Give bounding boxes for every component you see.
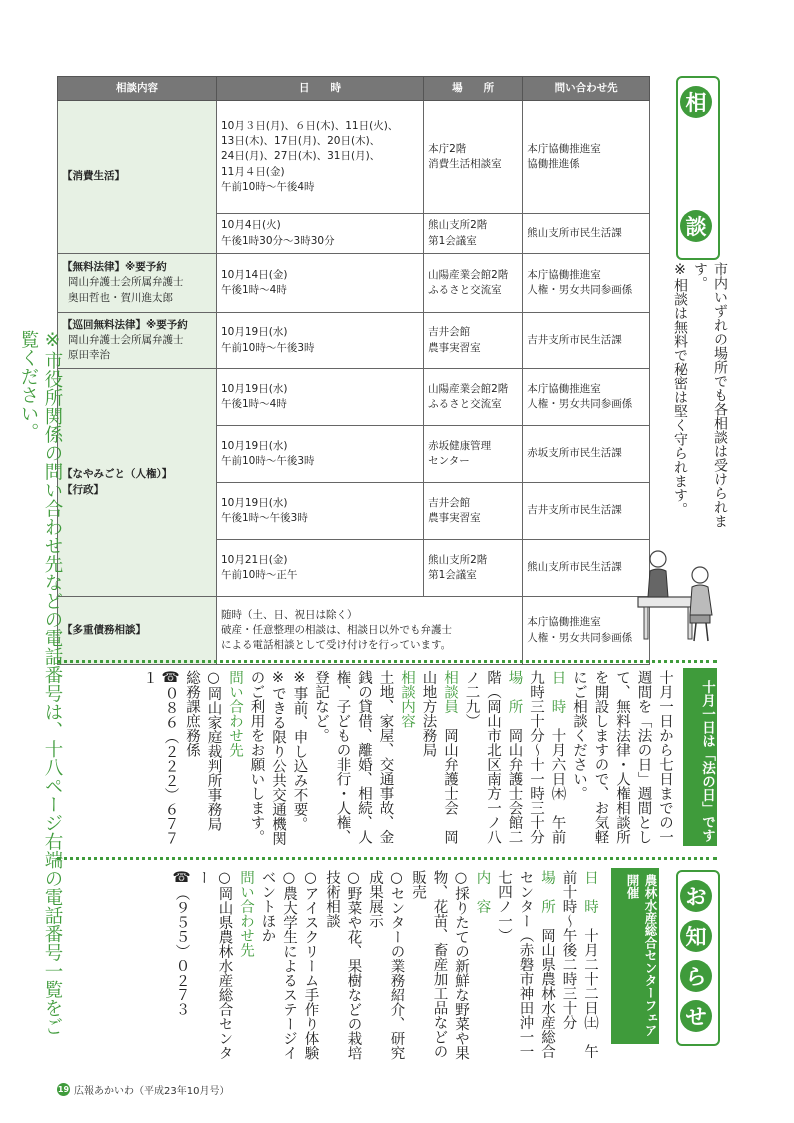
fair-content-item: ○野菜や花、果樹などの栽培技術相談	[324, 870, 362, 1060]
datetime-cell: 10月３日(月)、６日(木)、11日(火)、 13日(木)、17日(月)、20日(木)、 24日(月)、27日(木)、31日(月)、 11月４日(金) 午前10時〜午後4時	[217, 101, 424, 214]
law-day-contact-tel: ☎０８６（２２２）６７７１	[141, 670, 179, 846]
consultation-table	[57, 76, 650, 665]
place-cell: 熊山支所2階 第1会議室	[424, 540, 523, 597]
notice-char-3: ら	[680, 960, 712, 992]
contact-cell: 本庁協働推進室 人権・男女共同参画係	[523, 254, 650, 313]
notice-char-2: 知	[680, 920, 712, 952]
fair-place: 岡山県農林水産総合センター（赤磐市神田沖一一七四ノ一）	[496, 870, 555, 1059]
consult-char-1: 相	[680, 86, 712, 118]
category-cell: 【なやみごと（人権）】 【行政】	[58, 369, 217, 597]
category-lawyers: 岡山弁護士会所属弁護士 奥田哲也・賀川進太郎	[68, 276, 184, 304]
law-day-content-label: 相談内容	[399, 670, 415, 728]
table-header-row	[58, 77, 650, 101]
law-day-intro: 十月一日から七日までの一週間を「法の日」週間として、無料法律・人権相談所を開設しますので、お気軽にご相談ください。	[571, 670, 673, 844]
law-day-place-label: 場 所	[506, 670, 523, 714]
datetime-cell: 随時（土、日、祝日は除く） 破産・任意整理の相談は、相談日以外でも弁護士 による電話相談として受け付けを行っています。	[217, 597, 523, 665]
datetime-cell: 10月19日(水) 午前10時〜午後3時	[217, 313, 424, 369]
datetime-cell: 10月21日(金) 午前10時〜正午	[217, 540, 424, 597]
fair-contact-tel: ☎（９５５）０２７３	[173, 870, 190, 1017]
place-cell: 熊山支所2階 第1会議室	[424, 214, 523, 254]
category-cell	[58, 254, 217, 313]
separator-top	[57, 660, 717, 663]
table-row	[58, 369, 650, 426]
category-cell: 【消費生活】	[58, 101, 217, 254]
fair-content-item: ○農大学生によるステージイベントほか	[259, 870, 297, 1060]
header-place: 場 所	[424, 77, 523, 101]
header-datetime: 日 時	[217, 77, 424, 101]
place-cell: 吉井会館 農事実習室	[424, 483, 523, 540]
fair-content-label: 内 容	[474, 870, 491, 914]
contact-cell: 赤坂支所市民生活課	[523, 426, 650, 483]
datetime-cell: 10月19日(水) 午後1時〜午後3時	[217, 483, 424, 540]
place-cell: 山陽産業会館2階 ふるさと交流室	[424, 369, 523, 426]
contact-cell: 本庁協働推進室 人権・男女共同参画係	[523, 597, 650, 665]
datetime-cell: 10月4日(火) 午後1時30分〜3時30分	[217, 214, 424, 254]
law-day-place: 岡山弁護士会館二階（岡山市北区南方一ノ八ノ二九）	[463, 670, 523, 844]
fair-banner: 農林水産総合センターフェア開催	[611, 868, 659, 1044]
fair-date-label: 日 時	[582, 870, 598, 914]
datetime-cell: 10月14日(金) 午後1時〜4時	[217, 254, 424, 313]
datetime-cell: 10月19日(水) 午前10時〜午後3時	[217, 426, 424, 483]
law-day-contact-org: ○岡山家庭裁判所事務局 総務課庶務係	[184, 670, 222, 846]
phone-reference-note: ※市役所関係の問い合わせ先などの電話番号は、十八ページ右端の電話番号一覧をご覧ください。	[18, 330, 63, 1036]
fair-content-item: ○センターの業務紹介、研究成果展示	[367, 870, 405, 1060]
category-cell: 【多重債務相談】	[58, 597, 217, 665]
table-row	[58, 254, 650, 313]
law-day-body	[55, 670, 675, 850]
law-day-note-1: ※事前、申し込み不要。	[291, 670, 308, 831]
contact-cell: 熊山支所市民生活課	[523, 214, 650, 254]
place-cell: 本庁2階 消費生活相談室	[424, 101, 523, 214]
notice-char-1: お	[680, 880, 712, 912]
law-day-note-2: ※できる限り公共交通機関のご利用をお願いします。	[248, 670, 286, 846]
publication-name: 広報あかいわ（平成23年10月号）	[74, 1086, 230, 1097]
header-contact: 問い合わせ先	[523, 77, 650, 101]
law-day-contact-label: 問い合わせ先	[227, 670, 243, 757]
fair-place-label: 場 所	[539, 870, 555, 914]
fair-date: 十月二十二日㈯ 午前十時〜午後二時三十分	[560, 870, 598, 1059]
header-content: 相談内容	[58, 77, 217, 101]
law-day-date-label: 日 時	[549, 670, 566, 714]
consult-note: 市内いずれの場所でも各相談は受けられます。 ※相談は無料で秘密は堅く守られます。	[672, 262, 728, 528]
law-day-content: 土地、家屋、交通事故、金銭の貸借、離婚、相続、人権、子どもの非行・人権、登記など。	[313, 670, 394, 844]
table-row	[58, 597, 650, 665]
contact-cell: 熊山支所市民生活課	[523, 540, 650, 597]
table-row	[58, 101, 650, 214]
law-day-banner: 十月一日は「法の日」です	[683, 668, 717, 846]
law-day-staff-label: 相談員	[442, 670, 458, 714]
category-title: 【巡回無料法律】※要予約	[62, 318, 188, 331]
page-number: 19	[57, 1085, 70, 1094]
category-title: 【無料法律】※要予約	[62, 261, 167, 274]
counseling-illustration	[630, 545, 720, 643]
contact-cell: 吉井支所市民生活課	[523, 483, 650, 540]
contact-cell: 本庁協働推進室 人権・男女共同参画係	[523, 369, 650, 426]
place-cell: 吉井会館 農事実習室	[424, 313, 523, 369]
consult-char-2: 談	[680, 210, 712, 242]
place-cell: 赤坂健康管理 センター	[424, 426, 523, 483]
contact-cell: 本庁協働推進室 協働推進係	[523, 101, 650, 214]
fair-contact-label: 問い合わせ先	[238, 870, 254, 957]
page-footer	[57, 1082, 229, 1097]
law-day-staff: 岡山弁護士会 岡山地方法務局	[420, 670, 458, 844]
fair-content-item: ○採りたての新鮮な野菜や果物、花苗、畜産加工品などの販売	[410, 870, 469, 1060]
datetime-cell: 10月19日(水) 午後1時〜4時	[217, 369, 424, 426]
place-cell: 山陽産業会館2階 ふるさと交流室	[424, 254, 523, 313]
contact-cell: 吉井支所市民生活課	[523, 313, 650, 369]
category-lawyers: 岡山弁護士会所属弁護士 原田幸治	[68, 333, 184, 362]
category-cell	[58, 313, 217, 369]
law-day-date: 十月六日㈭ 午前九時三十分〜十一時三十分	[528, 670, 566, 844]
table-row	[58, 313, 650, 369]
separator-middle	[57, 857, 717, 860]
fair-contact-org: ○岡山県農林水産総合センター	[195, 870, 233, 1060]
fair-body	[150, 870, 600, 1060]
fair-content-item: ○アイスクリーム手作り体験	[302, 870, 319, 1060]
notice-char-4: せ	[680, 1000, 712, 1032]
